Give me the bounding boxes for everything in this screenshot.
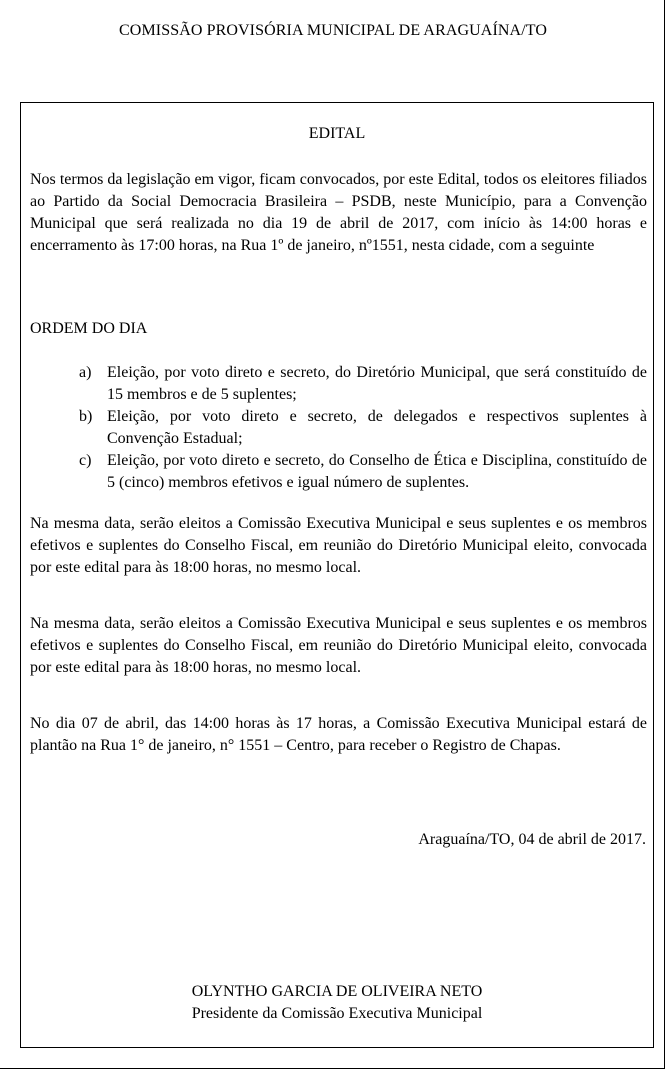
agenda-marker: b) — [79, 408, 93, 425]
agenda-text: Eleição, por voto direto e secreto, do Conselho de Ética e Disciplina, constituído de 5 (cinco) membros efetivos e igual número de suplentes. — [107, 452, 647, 491]
signatory-role: Presidente da Comissão Executiva Municipal — [191, 1005, 483, 1022]
paragraph-executive-election-repeat: Na mesma data, serão eleitos a Comissão Executiva Municipal e seus suplentes e os membros efetivos e suplentes do Conselho Fiscal, em reunião do Diretório Municipal eleito, convocada por este edital para às 18:00 horas, no mesmo local. — [30, 615, 647, 676]
agenda-title: ORDEM DO DIA — [30, 320, 148, 337]
place-date: Araguaína/TO, 04 de abril de 2017. — [418, 831, 646, 848]
paragraph-slate-registration: No dia 07 de abril, das 14:00 horas às 17 horas, a Comissão Executiva Municipal estará de plantão na Rua 1° de janeiro, n° 1551 – Centro, para receber o Registro de Chapas. — [30, 715, 647, 754]
agenda-item-a — [79, 362, 647, 406]
agenda-list — [79, 362, 647, 494]
signatory-name: OLYNTHO GARCIA DE OLIVEIRA NETO — [191, 983, 483, 1000]
intro-paragraph: Nos termos da legislação em vigor, ficam convocados, por este Edital, todos os eleitores filiados ao Partido da Social Democracia Brasileira – PSDB, neste Município, para a Convenção Municipal que será realizada no dia 19 de abril de 2017, com início às 14:00 horas e encerramento às 17:00 horas, na Rua 1º de janeiro, nº1551, nesta cidade, com a seguinte — [30, 171, 647, 254]
agenda-text: Eleição, por voto direto e secreto, do Diretório Municipal, que será constituído de 15 membros e de 5 suplentes; — [107, 364, 647, 403]
paragraph-executive-election: Na mesma data, serão eleitos a Comissão Executiva Municipal e seus suplentes e os membros efetivos e suplentes do Conselho Fiscal, em reunião do Diretório Municipal eleito, convocada por este edital para às 18:00 horas, no mesmo local. — [30, 515, 647, 576]
agenda-marker: c) — [79, 452, 92, 469]
document-title: EDITAL — [308, 125, 366, 142]
agenda-item-c — [79, 450, 647, 494]
header-title: COMISSÃO PROVISÓRIA MUNICIPAL DE ARAGUAÍNA/TO — [119, 22, 547, 39]
agenda-marker: a) — [79, 364, 92, 381]
edital-box — [20, 102, 654, 1048]
signature-block — [21, 981, 653, 1025]
agenda-item-b — [79, 406, 647, 450]
agenda-text: Eleição, por voto direto e secreto, de delegados e respectivos suplentes à Convenção Estadual; — [107, 408, 647, 447]
